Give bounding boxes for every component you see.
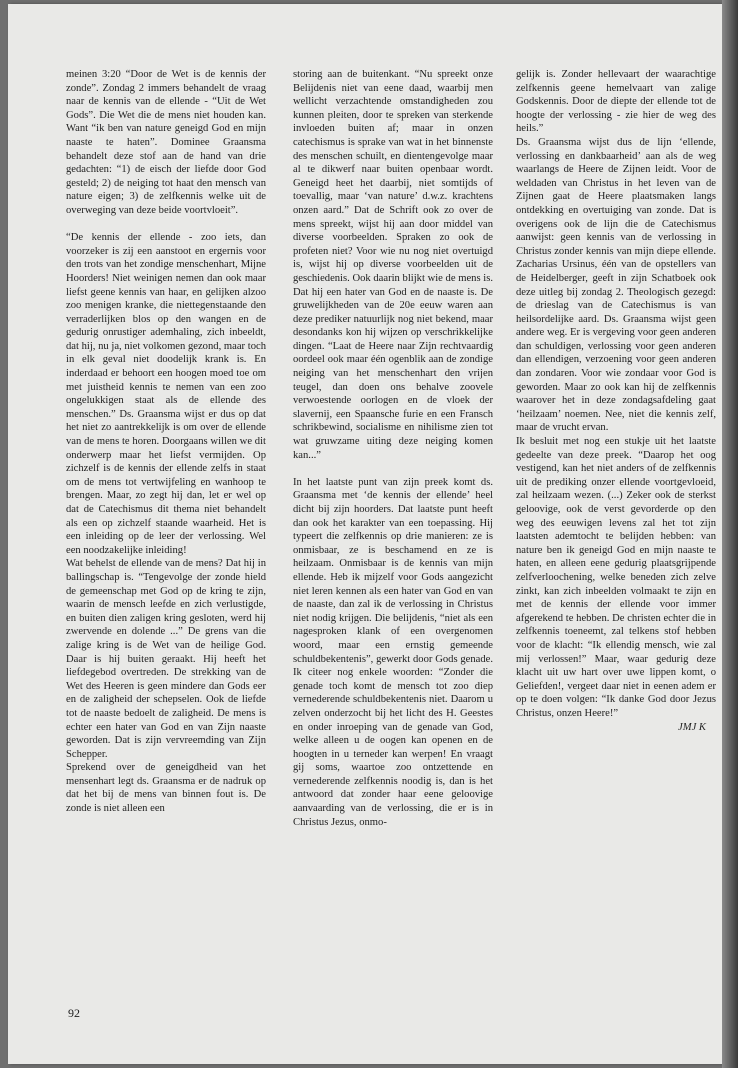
paragraph: Ds. Graansma wijst dus de lijn ‘ellende, verlossing en dankbaarheid’ aan als de weg waarlangs de Heere de Zijnen leidt. Voor de weldaden van Christus in het leven van de Zijnen gaat de Heere plaatsmaken langs ontdekking en overtuiging van zonde. Dat is overigens ook de lijn die de Catechismus aanwijst: geen kennis van de verlossing in Christus zonder kennis van mijn diepe ellende. Zacharias Ursinus, één van de opstellers van de Heidelberger, geeft in zijn Schatboek ook deze uitleg bij zondag 2. Theologisch gezegd: de drieslag van de Catechismus is van heilsordelijke aard. Ds. Graansma wijst geen andere weg. Er is vergeving voor geen anderen dan schuldigen, verlossing voor geen anderen dan ellendigen, verzoening voor geen anderen dan zondaren. Voor wie zondaar voor God is geworden. Maar zo ook kan hij de zelfkennis waarover het in deze zondagsafdeling gaat ‘heilzaam’ noemen. Nee, niet die kennis zelf, maar de vrucht ervan.	[516, 136, 716, 434]
paragraph: Sprekend over de geneigdheid van het mensenhart legt ds. Graansma er de nadruk op dat het bij de mens van binnen fout is. De zonde is niet alleen een	[66, 762, 266, 815]
paragraph: In het laatste punt van zijn preek komt ds. Graansma met ‘de kennis der ellende’ heel dicht bij zijn hoorders. Dat laatste punt heeft dan ook het karakter van een toepassing. Hij typeert die zelfkennis op drie manieren: ze is onmisbaar, ze is beschamend en ze is heilzaam. Onmisbaar is de kennis van mijn ellende. Heb ik mijzelf voor Gods aangezicht niet leren kennen als een hater van God en van de naaste, dan zal ik de verlossing in Christus niet nodig krijgen. Die belijdenis, “niet als een nagesproken klank of een overgenomen woord, maar een ernstig gemeende schuldbekentenis”, gewerkt door Gods genade. Ik citeer nog enkele woorden: “Zonder die genade toch komt de mensch tot zoo diep vernederende schuldbekentenis niet. Daarom u zelven onderzocht bij het licht des H. Geestes en onder inroeping van de genade van God, welke alleen u de oogen kan openen en de hoogten in u terneder kan werpen! En vraagt gij soms, waartoe zoo ontzettende en vernederende zelfkennis noodig is, dan is het antwoord dat zonder haar eene geloovige aanvaarding van de verlossing, die er is in Christus Jezus, onmo-	[293, 476, 493, 828]
text-column-3	[516, 68, 716, 734]
author-signature: JMJ K	[678, 721, 706, 733]
magazine-page	[8, 4, 722, 1064]
text-column-2	[293, 68, 493, 829]
paragraph: meinen 3:20 “Door de Wet is de kennis der zonde”. Zondag 2 immers behandelt de vraag naar de kennis van de ellende - “Uit de Wet Gods”. Die Wet die de mens niet houden kan. Want “ik ben van nature geneigd God en mijn naaste te haten”. Dominee Graansma behandelt deze stof aan de hand van drie gedachten: “1) de eisch der liefde door God gesteld; 2) de neiging tot haat den mensch van nature eigen; 3) de zelfkennis welke uit de overweging van deze beide voortvloeit”.	[66, 69, 266, 216]
paragraph: Ik besluit met nog een stukje uit het laatste gedeelte van deze preek. “Daarop het oog vestigend, kan het niet anders of de zelfkennis uit de prediking onzer ellende voortgevloeid, zal heilzaam wezen. (...) Zeker ook de sterkst geloovige, ook de verst gevorderde op den weg des eeuwigen levens zal het tot zijn laatsten ademtocht te belijden hebben: van nature ben ik geneigd God en mijn naaste te haten, en alleen eene gedurig plaatsgrijpende zelfverloochening, welke beneden zich zelve zinkt, kan zich inbeelden volmaakt te zijn en met de kennis der ellende voor immer afgerekend te hebben. De christen echter die in zelfkennis toeneemt, zal telkens stof hebben voor de klacht: “Ik ellendig mensch, wie zal mij verlossen!” Maar, waar gedurig deze klacht uit uw hart over uwe lippen komt, o Geliefden!, vergeet daar niet in eenen adem er op te doen volgen: “Ik danke God door Jezus Christus, onzen Heere!”	[516, 436, 716, 719]
paragraph: Wat behelst de ellende van de mens? Dat hij in ballingschap is. “Tengevolge der zonde hield de gemeenschap met God op de kring te zijn, waarin de mensch leefde en zich verlustigde, en buiten dien zaligen kring gesloten, werd hij zwervende en dolende ...” De grens van die zalige kring is de Wet van de heilige God. Daar is hij buiten geraakt. Hij heeft het liefdegebod overtreden. De strekking van de Wet des Heeren is geen mindere dan Gods eer en de zaligheid der schepselen. Ook de liefde tot de naaste bedoelt de zaligheid. De mens is echter een hater van God en van Zijn naaste geworden. Dat is zijn vervreemding van Zijn Schepper.	[66, 558, 266, 760]
text-column-1	[66, 68, 266, 816]
paragraph: gelijk is. Zonder hellevaart der waarachtige zelfkennis geene hemelvaart van zalige Godskennis. Door de diepte der ellende tot de hoogte der verlossing - zie hier de weg des heils.”	[516, 69, 716, 135]
page-number: 92	[68, 1006, 80, 1020]
paragraph: “De kennis der ellende - zoo iets, dan voorzeker is zij een aanstoot en ergernis voor den trots van het zondige menschenhart, Mijne Hoorders! Niet weinigen nemen dan ook maar liefst geene kennis van haar, en gelijken alzoo zoo menigen kranke, die niettegenstaande den verraderlijken blos op den wangen en de gedurig onrustiger ademhaling, zich inbeeldt, dat hij, nu ja, niet volkomen gezond, maar toch in elk geval niet doodelijk krank is. En inderdaad er behoort een hoogen moed toe om met juistheid kennis te nemen van een zoo ongelukkigen staat als de ellende des menschen.” Ds. Graansma wijst er dus op dat het niet zo aantrekkelijk is om over de ellende van de mens te horen. Doorgaans willen we dit onderwerp maar het liefst vermijden. Op zichzelf is de kennis der ellende zelfs in staat om de mens tot vertwijfeling en wanhoop te brengen. Maar, zo zegt hij dan, let er wel op dat de Catechismus dit thema niet behandelt als een op zichzelf staande waarheid. Het is een inleiding op de leer der verlossing. Wel een noodzakelijke inleiding!	[66, 232, 266, 556]
book-spine-shadow	[722, 0, 738, 1068]
paragraph: storing aan de buitenkant. “Nu spreekt onze Belijdenis niet van eene daad, waarbij men wellicht verzachtende omstandigheden zou kunnen pleiten, door te spreken van sterkende invloeden buiten af; maar in onzen catechismus is sprake van wat in het binnenste des menschen schuilt, en dientengevolge maar al te dikwerf naar buiten openbaar wordt. Geneigd heet het daarbij, niet somtijds of toevallig, maar ‘van nature’ d.w.z. krachtens onzen aard.” Dat de Schrift ook zo over de mens spreekt, wijst hij aan door middel van diverse voorbeelden. Spraken zo ook de profeten niet? Voor wie nu nog niet overtuigd is, wijst hij op diverse voorbeelden uit de geschiedenis. Ook daarin blijkt wie de mens is. Dat hij een hater van God en de naaste is. De gruwelijkheden van de 20e eeuw waren aan deze prediker natuurlijk nog niet bekend, maar desondanks kon hij wijzen op verschrikkelijke dingen. “Laat de Heere naar Zijn rechtvaardig oordeel ook maar één ogenblik aan de zondige neiging van het menschenhart den vrijen teugel, dan doen ons behalve zoovele verwoestende oorlogen en de vloek der slavernij, een Spaansche furie en een Fransch schrikbewind, socialisme en nihilisme zien tot wat gruwzame uiting deze neiging komen kan...”	[293, 69, 493, 461]
